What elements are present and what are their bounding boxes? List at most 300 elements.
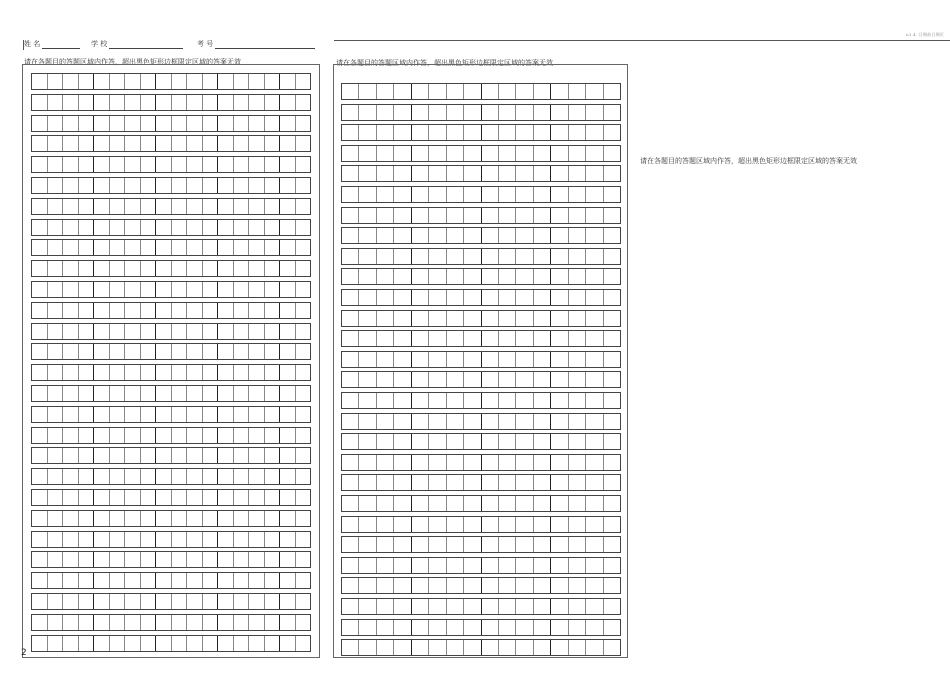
grid-cell[interactable] xyxy=(482,455,499,470)
grid-cell[interactable] xyxy=(534,166,551,181)
grid-cell[interactable] xyxy=(32,116,48,131)
grid-cell[interactable] xyxy=(412,269,429,284)
grid-cell[interactable] xyxy=(125,324,141,339)
grid-cell[interactable] xyxy=(499,290,516,305)
grid-cell[interactable] xyxy=(156,428,172,443)
grid-cell[interactable] xyxy=(141,95,157,110)
grid-cell[interactable] xyxy=(94,532,110,547)
grid-cell[interactable] xyxy=(141,573,157,588)
grid-cell[interactable] xyxy=(203,469,219,484)
grid-cell[interactable] xyxy=(586,414,603,429)
grid-cell[interactable] xyxy=(359,187,376,202)
grid-cell[interactable] xyxy=(604,146,620,161)
grid-cell[interactable] xyxy=(516,269,533,284)
grid-cell[interactable] xyxy=(429,311,446,326)
grid-cell[interactable] xyxy=(296,573,311,588)
grid-cell[interactable] xyxy=(172,615,188,630)
grid-cell[interactable] xyxy=(125,552,141,567)
grid-cell[interactable] xyxy=(342,475,359,490)
grid-cell[interactable] xyxy=(412,599,429,614)
grid-cell[interactable] xyxy=(156,136,172,151)
grid-cell[interactable] xyxy=(187,573,203,588)
grid-cell[interactable] xyxy=(187,178,203,193)
grid-cell[interactable] xyxy=(187,74,203,89)
grid-cell[interactable] xyxy=(516,455,533,470)
grid-cell[interactable] xyxy=(218,116,234,131)
grid-cell[interactable] xyxy=(412,393,429,408)
grid-cell[interactable] xyxy=(551,290,568,305)
grid-cell[interactable] xyxy=(79,636,95,651)
grid-cell[interactable] xyxy=(63,615,79,630)
grid-cell[interactable] xyxy=(534,620,551,635)
grid-cell[interactable] xyxy=(464,434,481,449)
grid-cell[interactable] xyxy=(359,125,376,140)
grid-cell[interactable] xyxy=(63,344,79,359)
grid-cell[interactable] xyxy=(203,199,219,214)
grid-cell[interactable] xyxy=(377,372,394,387)
grid-cell[interactable] xyxy=(359,620,376,635)
grid-cell[interactable] xyxy=(265,532,281,547)
grid-cell[interactable] xyxy=(429,187,446,202)
grid-cell[interactable] xyxy=(377,599,394,614)
grid-cell[interactable] xyxy=(110,615,126,630)
grid-cell[interactable] xyxy=(32,303,48,318)
grid-cell[interactable] xyxy=(569,84,586,99)
grid-cell[interactable] xyxy=(156,261,172,276)
grid-cell[interactable] xyxy=(48,636,64,651)
grid-cell[interactable] xyxy=(280,365,296,380)
grid-cell[interactable] xyxy=(412,125,429,140)
grid-cell[interactable] xyxy=(359,434,376,449)
grid-cell[interactable] xyxy=(516,517,533,532)
grid-cell[interactable] xyxy=(342,249,359,264)
grid-cell[interactable] xyxy=(516,228,533,243)
grid-cell[interactable] xyxy=(79,324,95,339)
grid-cell[interactable] xyxy=(265,344,281,359)
grid-cell[interactable] xyxy=(429,105,446,120)
grid-cell[interactable] xyxy=(48,386,64,401)
grid-cell[interactable] xyxy=(377,331,394,346)
grid-cell[interactable] xyxy=(534,228,551,243)
grid-cell[interactable] xyxy=(265,282,281,297)
grid-cell[interactable] xyxy=(604,372,620,387)
grid-cell[interactable] xyxy=(234,636,250,651)
grid-cell[interactable] xyxy=(63,448,79,463)
grid-cell[interactable] xyxy=(551,208,568,223)
grid-cell[interactable] xyxy=(464,599,481,614)
grid-cell[interactable] xyxy=(586,228,603,243)
grid-cell[interactable] xyxy=(412,249,429,264)
grid-cell[interactable] xyxy=(394,331,411,346)
grid-cell[interactable] xyxy=(604,125,620,140)
grid-cell[interactable] xyxy=(604,166,620,181)
grid-cell[interactable] xyxy=(482,105,499,120)
grid-cell[interactable] xyxy=(359,290,376,305)
grid-cell[interactable] xyxy=(32,365,48,380)
grid-cell[interactable] xyxy=(464,620,481,635)
grid-cell[interactable] xyxy=(516,208,533,223)
grid-cell[interactable] xyxy=(172,282,188,297)
grid-cell[interactable] xyxy=(551,84,568,99)
grid-cell[interactable] xyxy=(110,136,126,151)
grid-cell[interactable] xyxy=(551,640,568,655)
grid-cell[interactable] xyxy=(377,517,394,532)
grid-cell[interactable] xyxy=(499,84,516,99)
grid-cell[interactable] xyxy=(429,578,446,593)
grid-cell[interactable] xyxy=(141,407,157,422)
grid-cell[interactable] xyxy=(296,282,311,297)
grid-cell[interactable] xyxy=(218,220,234,235)
grid-cell[interactable] xyxy=(534,125,551,140)
grid-cell[interactable] xyxy=(94,116,110,131)
grid-cell[interactable] xyxy=(394,496,411,511)
grid-cell[interactable] xyxy=(141,594,157,609)
grid-cell[interactable] xyxy=(447,187,464,202)
grid-cell[interactable] xyxy=(534,311,551,326)
grid-cell[interactable] xyxy=(586,434,603,449)
grid-cell[interactable] xyxy=(234,282,250,297)
grid-cell[interactable] xyxy=(48,469,64,484)
grid-cell[interactable] xyxy=(586,496,603,511)
grid-cell[interactable] xyxy=(342,290,359,305)
grid-cell[interactable] xyxy=(172,511,188,526)
grid-cell[interactable] xyxy=(499,640,516,655)
grid-cell[interactable] xyxy=(412,331,429,346)
grid-cell[interactable] xyxy=(412,517,429,532)
grid-cell[interactable] xyxy=(296,552,311,567)
grid-cell[interactable] xyxy=(249,344,265,359)
grid-cell[interactable] xyxy=(234,469,250,484)
grid-cell[interactable] xyxy=(79,95,95,110)
grid-cell[interactable] xyxy=(359,599,376,614)
grid-cell[interactable] xyxy=(203,428,219,443)
grid-cell[interactable] xyxy=(447,311,464,326)
grid-cell[interactable] xyxy=(234,490,250,505)
grid-cell[interactable] xyxy=(516,578,533,593)
grid-cell[interactable] xyxy=(534,269,551,284)
grid-cell[interactable] xyxy=(203,240,219,255)
grid-cell[interactable] xyxy=(499,599,516,614)
grid-cell[interactable] xyxy=(429,434,446,449)
grid-cell[interactable] xyxy=(429,517,446,532)
grid-cell[interactable] xyxy=(534,517,551,532)
grid-cell[interactable] xyxy=(265,199,281,214)
grid-cell[interactable] xyxy=(110,532,126,547)
grid-cell[interactable] xyxy=(234,116,250,131)
grid-cell[interactable] xyxy=(218,511,234,526)
grid-cell[interactable] xyxy=(296,220,311,235)
grid-cell[interactable] xyxy=(172,240,188,255)
grid-cell[interactable] xyxy=(429,249,446,264)
grid-cell[interactable] xyxy=(265,261,281,276)
grid-cell[interactable] xyxy=(412,311,429,326)
grid-cell[interactable] xyxy=(464,249,481,264)
grid-cell[interactable] xyxy=(586,146,603,161)
grid-cell[interactable] xyxy=(412,414,429,429)
grid-cell[interactable] xyxy=(569,434,586,449)
grid-cell[interactable] xyxy=(141,240,157,255)
grid-cell[interactable] xyxy=(265,178,281,193)
grid-cell[interactable] xyxy=(156,386,172,401)
grid-cell[interactable] xyxy=(482,352,499,367)
grid-cell[interactable] xyxy=(296,490,311,505)
grid-cell[interactable] xyxy=(586,290,603,305)
grid-cell[interactable] xyxy=(141,74,157,89)
grid-cell[interactable] xyxy=(534,578,551,593)
grid-cell[interactable] xyxy=(172,324,188,339)
grid-cell[interactable] xyxy=(551,187,568,202)
grid-cell[interactable] xyxy=(32,573,48,588)
grid-cell[interactable] xyxy=(377,640,394,655)
grid-cell[interactable] xyxy=(499,208,516,223)
grid-cell[interactable] xyxy=(249,511,265,526)
grid-cell[interactable] xyxy=(569,393,586,408)
grid-cell[interactable] xyxy=(63,490,79,505)
grid-cell[interactable] xyxy=(94,428,110,443)
grid-cell[interactable] xyxy=(156,282,172,297)
grid-cell[interactable] xyxy=(32,261,48,276)
grid-cell[interactable] xyxy=(377,475,394,490)
grid-cell[interactable] xyxy=(156,178,172,193)
grid-cell[interactable] xyxy=(218,490,234,505)
grid-cell[interactable] xyxy=(499,331,516,346)
grid-cell[interactable] xyxy=(125,199,141,214)
grid-cell[interactable] xyxy=(534,537,551,552)
grid-cell[interactable] xyxy=(586,558,603,573)
grid-cell[interactable] xyxy=(63,178,79,193)
grid-cell[interactable] xyxy=(48,365,64,380)
grid-cell[interactable] xyxy=(79,116,95,131)
grid-cell[interactable] xyxy=(604,537,620,552)
grid-cell[interactable] xyxy=(342,146,359,161)
grid-cell[interactable] xyxy=(79,178,95,193)
grid-cell[interactable] xyxy=(265,324,281,339)
grid-cell[interactable] xyxy=(586,208,603,223)
grid-cell[interactable] xyxy=(110,95,126,110)
grid-cell[interactable] xyxy=(412,558,429,573)
grid-cell[interactable] xyxy=(377,578,394,593)
grid-cell[interactable] xyxy=(280,490,296,505)
grid-cell[interactable] xyxy=(79,74,95,89)
grid-cell[interactable] xyxy=(296,324,311,339)
grid-cell[interactable] xyxy=(551,434,568,449)
grid-cell[interactable] xyxy=(464,311,481,326)
grid-cell[interactable] xyxy=(429,537,446,552)
grid-cell[interactable] xyxy=(249,386,265,401)
grid-cell[interactable] xyxy=(464,208,481,223)
grid-cell[interactable] xyxy=(156,74,172,89)
grid-cell[interactable] xyxy=(447,434,464,449)
grid-cell[interactable] xyxy=(586,372,603,387)
grid-cell[interactable] xyxy=(249,407,265,422)
grid-cell[interactable] xyxy=(551,125,568,140)
grid-cell[interactable] xyxy=(48,490,64,505)
grid-cell[interactable] xyxy=(94,636,110,651)
grid-cell[interactable] xyxy=(172,386,188,401)
grid-cell[interactable] xyxy=(534,249,551,264)
grid-cell[interactable] xyxy=(249,240,265,255)
grid-cell[interactable] xyxy=(187,532,203,547)
grid-cell[interactable] xyxy=(447,105,464,120)
grid-cell[interactable] xyxy=(249,636,265,651)
grid-cell[interactable] xyxy=(499,269,516,284)
grid-cell[interactable] xyxy=(218,365,234,380)
grid-cell[interactable] xyxy=(187,220,203,235)
grid-cell[interactable] xyxy=(482,599,499,614)
grid-cell[interactable] xyxy=(125,261,141,276)
grid-cell[interactable] xyxy=(280,74,296,89)
grid-cell[interactable] xyxy=(464,372,481,387)
grid-cell[interactable] xyxy=(79,365,95,380)
grid-cell[interactable] xyxy=(464,187,481,202)
grid-cell[interactable] xyxy=(482,187,499,202)
grid-cell[interactable] xyxy=(280,240,296,255)
grid-cell[interactable] xyxy=(394,187,411,202)
grid-cell[interactable] xyxy=(234,407,250,422)
grid-cell[interactable] xyxy=(141,136,157,151)
grid-cell[interactable] xyxy=(32,469,48,484)
grid-cell[interactable] xyxy=(586,393,603,408)
grid-cell[interactable] xyxy=(32,552,48,567)
grid-cell[interactable] xyxy=(94,220,110,235)
grid-cell[interactable] xyxy=(604,352,620,367)
grid-cell[interactable] xyxy=(234,240,250,255)
grid-cell[interactable] xyxy=(32,532,48,547)
grid-cell[interactable] xyxy=(482,496,499,511)
grid-cell[interactable] xyxy=(172,636,188,651)
grid-cell[interactable] xyxy=(447,393,464,408)
grid-cell[interactable] xyxy=(499,496,516,511)
grid-cell[interactable] xyxy=(172,344,188,359)
grid-cell[interactable] xyxy=(110,261,126,276)
grid-cell[interactable] xyxy=(359,455,376,470)
grid-cell[interactable] xyxy=(551,249,568,264)
grid-cell[interactable] xyxy=(203,407,219,422)
grid-cell[interactable] xyxy=(218,407,234,422)
grid-cell[interactable] xyxy=(94,303,110,318)
grid-cell[interactable] xyxy=(280,220,296,235)
grid-cell[interactable] xyxy=(604,578,620,593)
grid-cell[interactable] xyxy=(63,636,79,651)
grid-cell[interactable] xyxy=(141,178,157,193)
grid-cell[interactable] xyxy=(187,407,203,422)
grid-cell[interactable] xyxy=(447,331,464,346)
grid-cell[interactable] xyxy=(63,511,79,526)
grid-cell[interactable] xyxy=(48,240,64,255)
grid-cell[interactable] xyxy=(125,490,141,505)
grid-cell[interactable] xyxy=(203,74,219,89)
grid-cell[interactable] xyxy=(125,469,141,484)
grid-cell[interactable] xyxy=(499,455,516,470)
grid-cell[interactable] xyxy=(141,261,157,276)
grid-cell[interactable] xyxy=(342,311,359,326)
grid-cell[interactable] xyxy=(218,261,234,276)
grid-cell[interactable] xyxy=(464,496,481,511)
grid-cell[interactable] xyxy=(234,95,250,110)
grid-cell[interactable] xyxy=(234,532,250,547)
grid-cell[interactable] xyxy=(125,511,141,526)
grid-cell[interactable] xyxy=(203,220,219,235)
grid-cell[interactable] xyxy=(63,386,79,401)
grid-cell[interactable] xyxy=(447,414,464,429)
grid-cell[interactable] xyxy=(359,269,376,284)
grid-cell[interactable] xyxy=(79,344,95,359)
grid-cell[interactable] xyxy=(499,249,516,264)
grid-cell[interactable] xyxy=(604,517,620,532)
name-blank[interactable] xyxy=(42,40,80,49)
grid-cell[interactable] xyxy=(172,365,188,380)
grid-cell[interactable] xyxy=(551,166,568,181)
grid-cell[interactable] xyxy=(499,393,516,408)
grid-cell[interactable] xyxy=(156,573,172,588)
grid-cell[interactable] xyxy=(551,620,568,635)
grid-cell[interactable] xyxy=(125,573,141,588)
grid-cell[interactable] xyxy=(141,511,157,526)
grid-cell[interactable] xyxy=(394,269,411,284)
grid-cell[interactable] xyxy=(187,116,203,131)
grid-cell[interactable] xyxy=(586,352,603,367)
grid-cell[interactable] xyxy=(125,303,141,318)
grid-cell[interactable] xyxy=(280,573,296,588)
grid-cell[interactable] xyxy=(280,532,296,547)
grid-cell[interactable] xyxy=(218,178,234,193)
grid-cell[interactable] xyxy=(249,303,265,318)
grid-cell[interactable] xyxy=(125,615,141,630)
grid-cell[interactable] xyxy=(551,414,568,429)
grid-cell[interactable] xyxy=(569,475,586,490)
grid-cell[interactable] xyxy=(234,74,250,89)
grid-cell[interactable] xyxy=(429,455,446,470)
grid-cell[interactable] xyxy=(377,208,394,223)
grid-cell[interactable] xyxy=(296,469,311,484)
grid-cell[interactable] xyxy=(63,428,79,443)
grid-cell[interactable] xyxy=(172,95,188,110)
grid-cell[interactable] xyxy=(249,594,265,609)
grid-cell[interactable] xyxy=(32,615,48,630)
grid-cell[interactable] xyxy=(569,496,586,511)
grid-cell[interactable] xyxy=(48,573,64,588)
grid-cell[interactable] xyxy=(516,105,533,120)
grid-cell[interactable] xyxy=(218,95,234,110)
grid-cell[interactable] xyxy=(218,157,234,172)
grid-cell[interactable] xyxy=(156,116,172,131)
grid-cell[interactable] xyxy=(534,640,551,655)
grid-cell[interactable] xyxy=(394,537,411,552)
grid-cell[interactable] xyxy=(296,240,311,255)
grid-cell[interactable] xyxy=(429,84,446,99)
grid-cell[interactable] xyxy=(48,594,64,609)
grid-cell[interactable] xyxy=(394,290,411,305)
grid-cell[interactable] xyxy=(265,136,281,151)
grid-cell[interactable] xyxy=(464,558,481,573)
grid-cell[interactable] xyxy=(32,511,48,526)
grid-cell[interactable] xyxy=(516,166,533,181)
grid-cell[interactable] xyxy=(141,199,157,214)
grid-cell[interactable] xyxy=(447,125,464,140)
grid-cell[interactable] xyxy=(569,372,586,387)
grid-cell[interactable] xyxy=(412,146,429,161)
grid-cell[interactable] xyxy=(156,469,172,484)
grid-cell[interactable] xyxy=(63,282,79,297)
grid-cell[interactable] xyxy=(604,208,620,223)
grid-cell[interactable] xyxy=(551,269,568,284)
grid-cell[interactable] xyxy=(586,599,603,614)
grid-cell[interactable] xyxy=(394,455,411,470)
grid-cell[interactable] xyxy=(156,344,172,359)
grid-cell[interactable] xyxy=(172,220,188,235)
grid-cell[interactable] xyxy=(516,414,533,429)
grid-cell[interactable] xyxy=(110,178,126,193)
